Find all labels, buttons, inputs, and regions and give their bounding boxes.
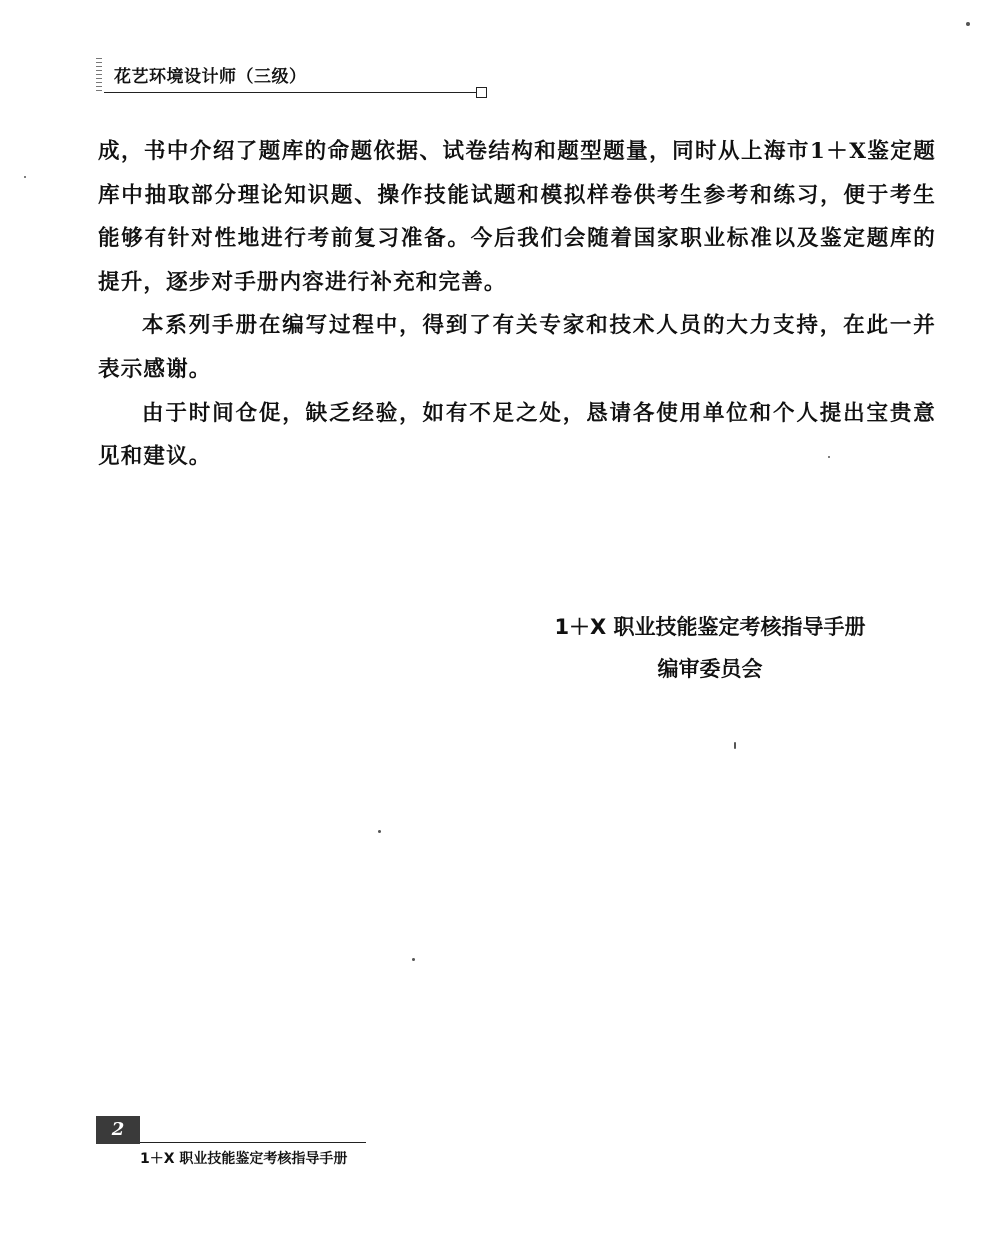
scan-speck [828,456,830,458]
signature-line-1: 1＋X 职业技能鉴定考核指导手册 [554,615,866,639]
scan-speck [24,176,26,178]
paragraph-feedback: 由于时间仓促，缺乏经验，如有不足之处，恳请各使用单位和个人提出宝贵意见和建议。 [98,400,936,470]
signature-block [520,606,900,690]
paragraph-acknowledgement: 本系列手册在编写过程中，得到了有关专家和技术人员的大力支持，在此一并表示感谢。 [98,313,936,382]
header-decoration [96,58,102,94]
header-rule [104,92,480,93]
page-header [88,56,488,102]
signature-line-2: 编审委员会 [657,657,763,681]
scan-speck [734,742,736,749]
scan-speck [966,22,970,26]
scan-speck [412,958,415,961]
page-number: 2 [96,1116,140,1144]
header-title: 花艺环境设计师（三级） [114,67,307,87]
footer-rule [140,1142,366,1143]
page-footer [96,1116,376,1176]
paragraph-continued: 成，书中介绍了题库的命题依据、试卷结构和题型题量，同时从上海市1＋X鉴定题库中抽取部分理论知识题、操作技能试题和模拟样卷供考生参考和练习，便于考生能够有针对性地进行考前复习准备。今后我们会随着国家职业标准以及鉴定题库的提升，逐步对手册内容进行补充和完善。 [98,139,936,295]
body-text [98,130,936,479]
scan-speck [378,830,381,833]
header-square-icon [476,87,487,98]
footer-book-title: 1＋X 职业技能鉴定考核指导手册 [140,1151,348,1167]
